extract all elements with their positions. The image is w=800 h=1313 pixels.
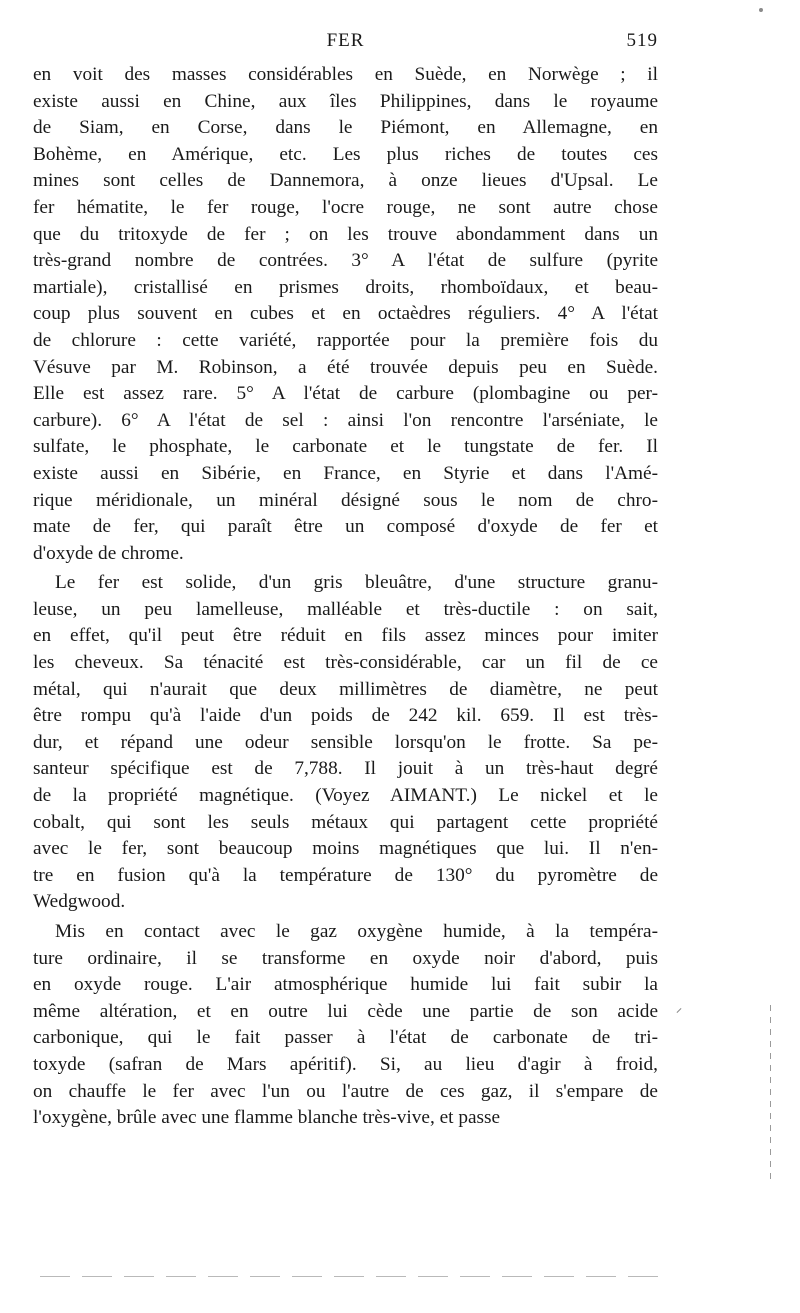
text-line: on chauffe le fer avec l'un ou l'autre de ces gaz, il s'empare de [33,1080,658,1102]
paragraph-physical-properties [33,570,658,916]
paragraph-ore-deposits [33,62,658,567]
text-line: leuse, un peu lamelleuse, malléable et très-ductile : on sait, [33,598,658,620]
text-line: les cheveux. Sa ténacité est très-considérable, car un fil de ce [33,652,658,674]
text-line: dur, et répand une odeur sensible lorsqu'on le frotte. Sa pe- [33,731,658,753]
text-line: de Siam, en Corse, dans le Piémont, en Allemagne, en [33,117,658,139]
text-line: existe aussi en Sibérie, en France, en Styrie et dans l'Amé- [33,462,658,484]
scan-bottom-rule [40,1276,660,1277]
text-line: que du tritoxyde de fer ; on les trouve abondamment dans un [33,223,658,245]
text-line: cobalt, qui sont les seuls métaux qui partagent cette propriété [33,811,658,833]
text-line: l'oxygène, brûle avec une flamme blanche très-vive, et passe [33,1107,501,1129]
text-line: de la propriété magnétique. (Voyez AIMANT.) Le nickel et le [33,785,658,807]
body-text [33,62,658,1132]
text-line: en oxyde rouge. L'air atmosphérique humide lui fait subir la [33,974,658,996]
scan-edge-mark [759,8,763,12]
scan-edge-mark [770,1005,771,1185]
text-line: existe aussi en Chine, aux îles Philippines, dans le royaume [33,90,658,112]
text-line: avec le fer, sont beaucoup moins magnétiques que lui. Il n'en- [33,838,658,860]
text-line: Bohème, en Amérique, etc. Les plus riches de toutes ces [33,143,658,165]
text-line: Le fer est solide, d'un gris bleuâtre, d'une structure granu- [55,572,658,594]
text-line: carbure). 6° A l'état de sel : ainsi l'on rencontre l'arséniate, le [33,409,658,431]
text-line: Mis en contact avec le gaz oxygène humide, à la tempéra- [55,921,658,942]
text-line: en effet, qu'il peut être réduit en fils assez minces pour imiter [33,625,658,647]
text-line: même altération, et en outre lui cède une partie de son acide [33,1000,658,1022]
text-line: carbonique, qui le fait passer à l'état de carbonate de tri- [33,1027,658,1049]
text-line: mines sont celles de Dannemora, à onze lieues d'Upsal. Le [33,170,658,192]
text-line: en voit des masses considérables en Suède, en Norwège ; il [33,64,658,85]
text-line: tre en fusion qu'à la température de 130° du pyromètre de [33,864,658,886]
text-line: d'oxyde de chrome. [33,542,184,564]
text-line: santeur spécifique est de 7,788. Il jouit à un très-haut degré [33,758,658,780]
text-line: martiale), cristallisé en prismes droits, rhomboïdaux, et beau- [33,276,658,298]
text-line: Vésuve par M. Robinson, a été trouvée depuis peu en Suède. [33,356,658,378]
paragraph-oxidation [33,919,658,1132]
text-line: toxyde (safran de Mars apéritif). Si, au lieu d'agir à froid, [33,1053,658,1075]
text-line: Wedgwood. [33,891,126,913]
text-line: ture ordinaire, il se transforme en oxyde noir d'abord, puis [33,947,658,969]
page-number: 519 [626,30,658,51]
text-line: métal, qui n'aurait que deux millimètres de diamètre, ne peut [33,678,658,700]
text-line: très-grand nombre de contrées. 3° A l'état de sulfure (pyrite [33,250,658,272]
text-line: rique méridionale, un minéral désigné sous le nom de chro- [33,489,658,511]
text-line: être rompu qu'à l'aide d'un poids de 242 kil. 659. Il est très- [33,705,658,727]
running-head [33,30,658,60]
running-head-title: FER [326,30,365,51]
text-line: fer hématite, le fer rouge, l'ocre rouge, ne sont autre chose [33,196,658,218]
text-line: Elle est assez rare. 5° A l'état de carbure (plombagine ou per- [33,383,658,405]
scan-edge-mark [677,1008,682,1013]
text-line: coup plus souvent en cubes et en octaèdres réguliers. 4° A l'état [33,303,658,325]
text-line: sulfate, le phosphate, le carbonate et le tungstate de fer. Il [33,436,658,458]
text-line: de chlorure : cette variété, rapportée pour la première fois du [33,329,658,351]
text-line: mate de fer, qui paraît être un composé d'oxyde de fer et [33,516,658,538]
